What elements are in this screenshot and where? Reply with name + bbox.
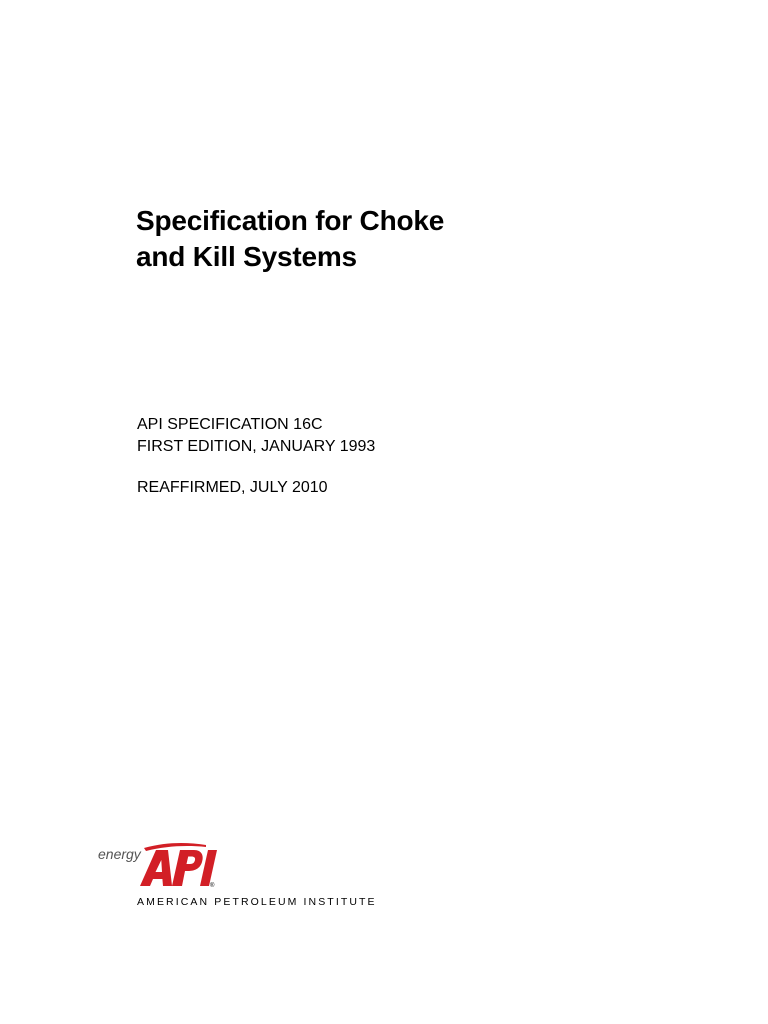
document-meta	[137, 414, 375, 499]
logo-tagline: energy	[98, 846, 141, 862]
logo-letter-a	[140, 850, 172, 886]
meta-spacer	[137, 458, 375, 477]
api-logo	[98, 838, 378, 918]
document-title	[136, 203, 444, 275]
logo-letter-i	[200, 850, 217, 886]
title-line-1: Specification for Choke	[136, 205, 445, 236]
logo-letter-p	[172, 850, 203, 886]
designation: API SPECIFICATION 16C	[137, 416, 323, 433]
api-logo-mark-icon	[136, 842, 220, 888]
logo-swoosh	[144, 843, 206, 851]
organization-name: AMERICAN PETROLEUM INSTITUTE	[137, 896, 377, 908]
edition: FIRST EDITION, JANUARY 1993	[137, 438, 376, 455]
logo-registered: ®	[210, 883, 215, 888]
reaffirmed-date: REAFFIRMED, JULY 2010	[137, 479, 328, 496]
title-line-2: and Kill Systems	[136, 241, 357, 272]
